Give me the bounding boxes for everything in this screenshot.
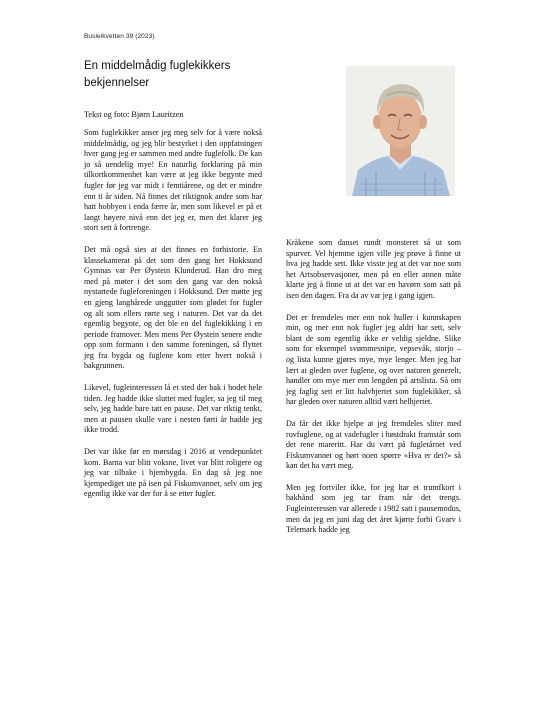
left-column [84,128,262,511]
article-title [84,58,274,92]
paragraph: Som fuglekikker anser jeg meg selv for å være nokså middelmådig, og jeg blir bestyrket i den oppfatningen hver gang jeg er sammen med andre fuglefolk. De kan jo så uendelig mye! En naturlig forklaring på min tilkortkommenhet kan være at jeg ikke begynte med fugler før jeg var midt i femtiårene, og det er mindre enn ti år siden. Nå finnes det riktignok andre som har hatt hobbyen i enda færre år, men som likevel er på et langt høyere nivå enn det jeg er, men det klarer jeg stort sett å fortrenge. [84,128,262,233]
paragraph: Det var ikke før en mørsdag i 2016 at vendepunktet kom. Barna var blitt voksne, livet var blitt roligere og jeg var tilbake i hjembygda. En dag så jeg noe kjempediget ute på isen på Fiskumvannet, selv om jeg egentlig ikke var der for å se etter fugler. [84,447,262,499]
article-byline: Tekst og foto: Bjørn Lauritzen [84,110,184,119]
paragraph: Det må også sies at det finnes en forhistorie. En klassekamerat på det som den gang het Hokksund Gymnas var Per Øystein Klunderud. Han dro meg med på møter i det som den gang var den nokså nystartede fugleforeningen i Hokksund. Der møtte jeg en gjeng langhårede unggutter som glødet for fugler og alt som ellers rørte seg i naturen. Det var da det egentlig begynte, og det ble en del fuglekikking i en periode framover. Men mens Per Øystein senere endte opp som formann i den samme foreningen, så flyttet jeg fra bygda og fuglene kom etter hvert nokså i bakgrunnen. [84,244,262,371]
paragraph: Likevel, fugleinteressen lå et sted der bak i hodet hele tiden. Jeg hadde ikke sluttet med fugler, sa jeg til meg selv, jeg hadde bare tatt en pause. Det var riktig tenkt, men at pausen skulle vare i nesten førti år hadde jeg ikke trodd. [84,383,262,435]
paragraph: Kråkene som danset rundt monsteret så ut som spurver. Vel hjemme igjen ville jeg prøve å finne ut hva jeg hadde sett. Ikke visste jeg at det var noe som het Artsobservasjoner, men på en eller annen måte klarte jeg å finne ut at det var en havørn som satt på isen den dagen. Fra da av var jeg i gang igjen. [286,238,461,300]
portrait-photo-icon [346,66,455,196]
page-header: Busleikvetten 39 (2023) [84,33,155,40]
paragraph: Da får det ikke hjelpe at jeg fremdeles sliter med rovfuglene, og at vadefugler i høstdrakt framstår som det rene mareritt. Har du vært på fugletårnet ved Fiskumvannet og hørt noen spørre «Hva er det?» så kan det ha vært meg. [286,418,461,471]
article-title-line-2: bekjennelser [84,77,150,89]
right-column [286,238,461,547]
paragraph: Men jeg fortviler ikke, for jeg har et trumfkort i bakhånd som jeg tar fram når det trengs. Fugleinteressen var allerede i 1982 satt i pausemodus, men da jeg en juni dag det året kjørte forbi Gvarv i Telemark hadde jeg [286,482,461,535]
portrait-photo [346,66,455,196]
article-title-line-1: En middelmådig fuglekikkers [84,60,231,72]
paragraph: Det er fremdeles mer enn nok huller i kunnskapen min, og mer enn nok fugler jeg aldri har sett, selv blant de som egentlig ikke er veldig sjeldne. Slike som for eksempel svømmesnipe, vepsevåk, storjo – og lista kunne gjøres mye, mye lenger. Men jeg har lært at gleden over fuglene, og over naturen generelt, handler om mye mer enn lengden på artslista. Så om jeg faglig sett er litt halvhjertet som fuglekikker, så har gleden over naturen alltid vært helhjertet. [286,312,461,407]
